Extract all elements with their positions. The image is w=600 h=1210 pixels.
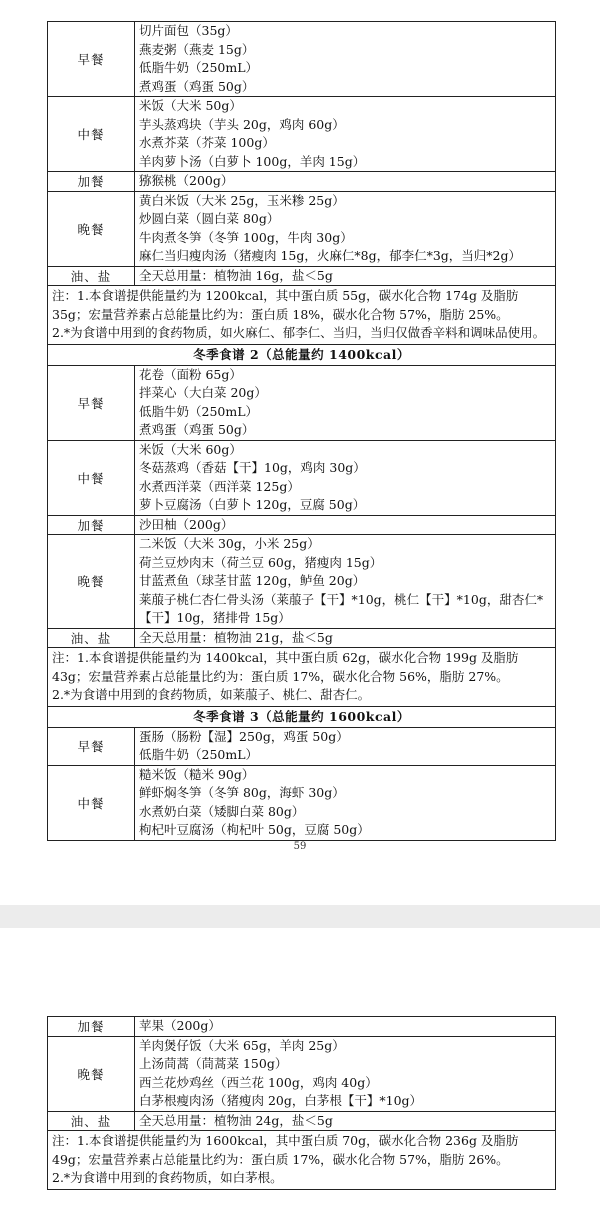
food-item: 鲜虾焖冬笋（冬笋 80g，海虾 30g） [139, 785, 345, 800]
menu2-breakfast-row [48, 365, 556, 440]
menu-title: 冬季食谱 3（总能量约 1600kcal） [48, 706, 556, 727]
menu2-oil-salt-row [48, 628, 556, 648]
food-item: 沙田柚（200g） [139, 516, 234, 532]
food-item: 米饭（大米 50g） [139, 98, 242, 113]
document-page-60 [0, 928, 600, 1210]
meal-label: 晚餐 [48, 535, 135, 629]
meal-items [135, 97, 556, 172]
meal-items [135, 628, 556, 648]
food-item: 煮鸡蛋（鸡蛋 50g） [139, 78, 255, 94]
menu2-snack-row [48, 515, 556, 535]
food-item: 甘蓝煮鱼（球茎甘蓝 120g，鲈鱼 20g） [139, 573, 366, 588]
food-item: 米饭（大米 60g） [139, 441, 242, 457]
food-item: 煮鸡蛋（鸡蛋 50g） [139, 422, 255, 437]
note-energy: 注：1.本食谱提供能量约为 1400kcal，其中蛋白质 62g，碳水化合物 199g 及脂肪 43g；宏量营养素占总能量比约为：蛋白质 17%，碳水化合物 56%，脂肪 27%。 [52, 650, 519, 684]
food-item: 冬菇蒸鸡（香菇【干】10g，鸡肉 30g） [139, 460, 366, 475]
menu3-snack-row [48, 1017, 556, 1037]
meal-label: 早餐 [48, 22, 135, 97]
food-item: 猕猴桃（200g） [139, 173, 234, 188]
meal-label: 油、盐 [48, 628, 135, 648]
meal-items [135, 1036, 556, 1111]
meal-items [135, 266, 556, 286]
meal-items [135, 22, 556, 97]
meal-items [135, 727, 556, 765]
food-item: 苹果（200g） [139, 1018, 221, 1033]
meal-label: 中餐 [48, 440, 135, 515]
page-gap [0, 905, 600, 928]
menu3-note-row [48, 1131, 556, 1190]
meal-label: 油、盐 [48, 266, 135, 286]
food-item: 炒圆白菜（圆白菜 80g） [139, 211, 280, 226]
meal-items [135, 172, 556, 192]
note-ingredients: 2.*为食谱中用到的食药物质，如火麻仁、郁李仁、当归，当归仅做香辛料和调味品使用。 [52, 325, 546, 340]
food-item: 荷兰豆炒肉末（荷兰豆 60g，猪瘦肉 15g） [139, 554, 383, 570]
food-item: 白茅根瘦肉汤（猪瘦肉 20g，白茅根【干】*10g） [139, 1093, 423, 1108]
food-item: 水煮奶白菜（矮脚白菜 80g） [139, 803, 305, 819]
food-item: 芋头蒸鸡块（芋头 20g，鸡肉 60g） [139, 116, 345, 132]
menu1-breakfast-row [48, 22, 556, 97]
oil-salt-total: 全天总用量：植物油 21g，盐＜5g [139, 629, 333, 645]
menu3-title-row [48, 706, 556, 727]
note-ingredients: 2.*为食谱中用到的食药物质，如莱菔子、桃仁、甜杏仁。 [52, 687, 371, 702]
menu1-dinner-row [48, 191, 556, 266]
winter-menu-table [47, 21, 556, 841]
meal-label: 早餐 [48, 365, 135, 440]
oil-salt-total: 全天总用量：植物油 16g，盐＜5g [139, 267, 333, 283]
food-item: 水煮芥菜（芥菜 100g） [139, 135, 275, 150]
meal-items [135, 515, 556, 535]
food-item: 切片面包（35g） [139, 23, 238, 38]
food-item: 二米饭（大米 30g，小米 25g） [139, 536, 320, 551]
meal-label: 早餐 [48, 727, 135, 765]
food-item: 低脂牛奶（250mL） [139, 403, 259, 419]
food-item: 低脂牛奶（250mL） [139, 747, 259, 762]
menu-note [48, 1131, 556, 1190]
meal-label: 加餐 [48, 172, 135, 192]
meal-label: 加餐 [48, 515, 135, 535]
menu1-lunch-row [48, 97, 556, 172]
menu2-lunch-row [48, 440, 556, 515]
meal-label: 中餐 [48, 765, 135, 840]
meal-label: 油、盐 [48, 1111, 135, 1131]
menu2-dinner-row [48, 535, 556, 629]
page-number: 59 [293, 841, 307, 852]
food-item: 枸杞叶豆腐汤（枸杞叶 50g，豆腐 50g） [139, 822, 370, 837]
food-item: 羊肉萝卜汤（白萝卜 100g，羊肉 15g） [139, 153, 366, 169]
meal-items [135, 1017, 556, 1037]
meal-items [135, 365, 556, 440]
menu1-oil-salt-row [48, 266, 556, 286]
oil-salt-total: 全天总用量：植物油 24g，盐＜5g [139, 1112, 333, 1128]
meal-items [135, 1111, 556, 1131]
menu1-note-row [48, 286, 556, 345]
meal-label: 加餐 [48, 1017, 135, 1037]
note-energy: 注：1.本食谱提供能量约为 1600kcal，其中蛋白质 70g，碳水化合物 236g 及脂肪 49g；宏量营养素占总能量比约为：蛋白质 17%，碳水化合物 57%，脂肪 26%。 [52, 1133, 519, 1167]
food-item: 西兰花炒鸡丝（西兰花 100g，鸡肉 40g） [139, 1074, 378, 1090]
food-item: 糙米饭（糙米 90g） [139, 766, 255, 782]
menu3-breakfast-row [48, 727, 556, 765]
food-item: 花卷（面粉 65g） [139, 366, 242, 382]
food-item: 麻仁当归瘦肉汤（猪瘦肉 15g，火麻仁*8g，郁李仁*3g，当归*2g） [139, 248, 521, 263]
food-item: 水煮西洋菜（西洋菜 125g） [139, 478, 300, 494]
meal-label: 晚餐 [48, 191, 135, 266]
menu2-note-row [48, 648, 556, 707]
food-item: 低脂牛奶（250mL） [139, 60, 259, 75]
food-item: 上汤茼蒿（茼蒿菜 150g） [139, 1056, 288, 1071]
meal-label: 中餐 [48, 97, 135, 172]
food-item: 莱菔子桃仁杏仁骨头汤（莱菔子【干】*10g，桃仁【干】*10g，甜杏仁*【干】10g，猪排骨 15g） [139, 591, 544, 625]
meal-items [135, 440, 556, 515]
food-item: 羊肉煲仔饭（大米 65g，羊肉 25g） [139, 1037, 345, 1053]
food-item: 黄白米饭（大米 25g，玉米糁 25g） [139, 192, 345, 208]
menu3-dinner-row [48, 1036, 556, 1111]
menu-note [48, 648, 556, 707]
meal-items [135, 535, 556, 629]
food-item: 牛肉煮冬笋（冬笋 100g，牛肉 30g） [139, 229, 353, 245]
menu2-title-row [48, 344, 556, 365]
note-energy: 注：1.本食谱提供能量约为 1200kcal，其中蛋白质 55g，碳水化合物 174g 及脂肪 35g；宏量营养素占总能量比约为：蛋白质 18%，碳水化合物 57%，脂肪 25%。 [52, 288, 519, 322]
food-item: 蛋肠（肠粉【湿】250g，鸡蛋 50g） [139, 728, 349, 744]
menu3-lunch-row [48, 765, 556, 840]
menu-title: 冬季食谱 2（总能量约 1400kcal） [48, 344, 556, 365]
note-ingredients: 2.*为食谱中用到的食药物质，如白茅根。 [52, 1170, 283, 1185]
menu3-oil-salt-row [48, 1111, 556, 1131]
food-item: 拌菜心（大白菜 20g） [139, 385, 267, 400]
menu1-snack-row [48, 172, 556, 192]
menu-note [48, 286, 556, 345]
meal-items [135, 191, 556, 266]
food-item: 萝卜豆腐汤（白萝卜 120g，豆腐 50g） [139, 497, 366, 512]
food-item: 燕麦粥（燕麦 15g） [139, 41, 255, 57]
meal-label: 晚餐 [48, 1036, 135, 1111]
winter-menu-table-continued [47, 1016, 556, 1190]
meal-items [135, 765, 556, 840]
